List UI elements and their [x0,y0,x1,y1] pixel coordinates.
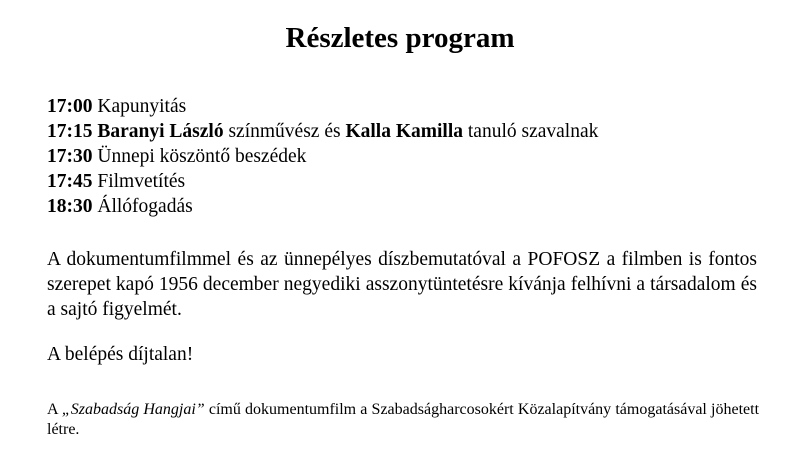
schedule-time: 17:45 [47,171,93,192]
schedule-text: Ünnepi köszöntő beszédek [97,146,307,167]
footnote-prefix: A [47,401,58,418]
schedule-item [47,94,598,119]
schedule-text: színművész és [228,121,341,142]
schedule-item [47,169,598,194]
performer-name: Baranyi László [97,121,224,142]
description-paragraph: A dokumentumfilmmel és az ünnepélyes díszbemutatóval a POFOSZ a filmben is fontos szerepet kapó 1956 december negyediki asszonytüntetésre kívánja felhívni a társadalom és a sajtó figyelmét. [47,249,757,320]
schedule-text: Filmvetítés [97,171,186,192]
page-title: Részletes program [285,22,515,54]
schedule-item [47,119,598,144]
schedule-text: Állófogadás [97,196,193,217]
schedule-time: 17:15 [47,121,93,142]
footnote-text: című dokumentumfilm a Szabadságharcosokért Közalapítvány támogatásával jöhetett létre. [47,401,760,438]
schedule-time: 17:30 [47,146,93,167]
schedule-text: tanuló szavalnak [467,121,599,142]
schedule-time: 17:00 [47,96,93,117]
performer-name: Kalla Kamilla [345,121,463,142]
schedule-item [47,144,598,169]
schedule-list [47,94,598,219]
footnote [47,400,759,440]
free-entry-notice: A belépés díjtalan! [47,344,194,365]
schedule-item [47,194,598,219]
film-title: „Szabadság Hangjai” [61,401,205,418]
schedule-time: 18:30 [47,196,93,217]
schedule-text: Kapunyitás [97,96,187,117]
